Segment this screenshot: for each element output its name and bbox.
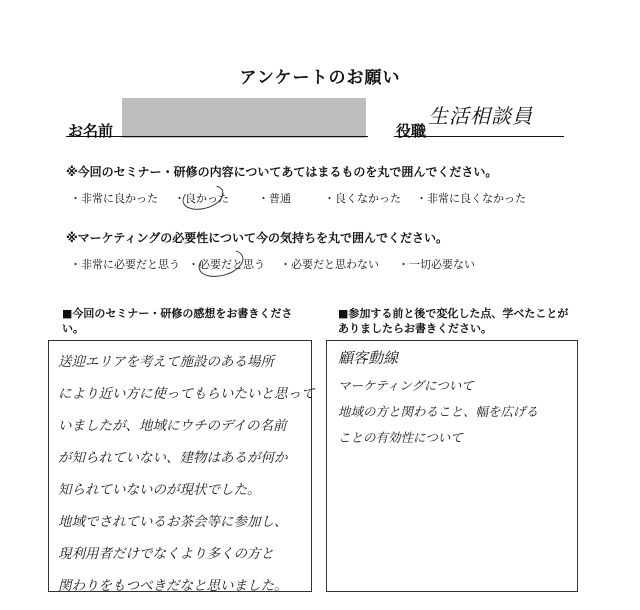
question-1-options	[70, 190, 526, 206]
q2-option-very-necessary[interactable]: ・非常に必要だと思う	[70, 258, 180, 271]
handwritten-line: マーケティングについて	[338, 378, 474, 393]
role-label: 役職	[396, 122, 427, 140]
q2-option-none[interactable]: ・一切必要ない	[398, 258, 475, 271]
name-redaction	[122, 98, 366, 138]
learnings-handwriting	[338, 342, 538, 450]
q2-option-not-necessary[interactable]: ・必要だと思わない	[280, 258, 379, 271]
q1-option-good-label: ・良かった	[174, 192, 229, 205]
impressions-handwriting	[58, 344, 315, 600]
q2-option-necessary-label: ・必要だと思う	[188, 258, 265, 271]
handwritten-line: 知られていないのが現状でした。	[58, 482, 261, 498]
handwritten-line: が知られていない、建物はあるが何か	[58, 450, 288, 466]
q1-option-average[interactable]: ・普通	[258, 192, 291, 205]
form-title: アンケートのお願い	[239, 68, 401, 88]
handwritten-line: いましたが、地域にウチのデイの名前	[58, 418, 287, 434]
impressions-heading: ■今回のセミナー・研修の感想をお書きください。	[62, 307, 293, 335]
question-2: ※マーケティングの必要性について今の気持ちを丸で囲んでください。	[66, 231, 448, 245]
handwritten-line: 関わりをもつべきだなと思いました。	[58, 578, 288, 594]
handwritten-line: 現利用者だけでなくより多くの方と	[58, 546, 274, 562]
q1-option-very-bad[interactable]: ・非常に良くなかった	[416, 192, 526, 205]
handwritten-line: により近い方に使ってもらいたいと思って	[58, 386, 315, 402]
question-1: ※今回のセミナー・研修の内容についてあてはまるものを丸で囲んでください。	[66, 165, 498, 179]
handwritten-line: 地域でされているお茶会等に参加し、	[58, 514, 288, 530]
name-field-line	[66, 136, 368, 137]
question-2-options	[70, 256, 475, 272]
selection-circle	[195, 244, 246, 281]
role-handwritten-value: 生活相談員	[428, 104, 533, 128]
learnings-heading: ■参加する前と後で変化した点、学べたことがありましたらお書きください。	[338, 307, 569, 335]
selection-circle	[180, 180, 227, 214]
handwritten-line: 顧客動線	[338, 348, 399, 367]
q1-option-very-good[interactable]: ・非常に良かった	[70, 192, 158, 205]
handwritten-line: ことの有効性について	[338, 430, 463, 445]
name-label: お名前	[68, 122, 114, 140]
role-field-line	[394, 136, 564, 137]
handwritten-line: 送迎エリアを考えて施設のある場所	[58, 354, 274, 370]
handwritten-line: 地域の方と関わること、幅を広げる	[338, 404, 539, 419]
q1-option-not-good[interactable]: ・良くなかった	[324, 192, 401, 205]
q1-option-good[interactable]	[174, 190, 258, 206]
q2-option-necessary[interactable]	[188, 256, 280, 272]
